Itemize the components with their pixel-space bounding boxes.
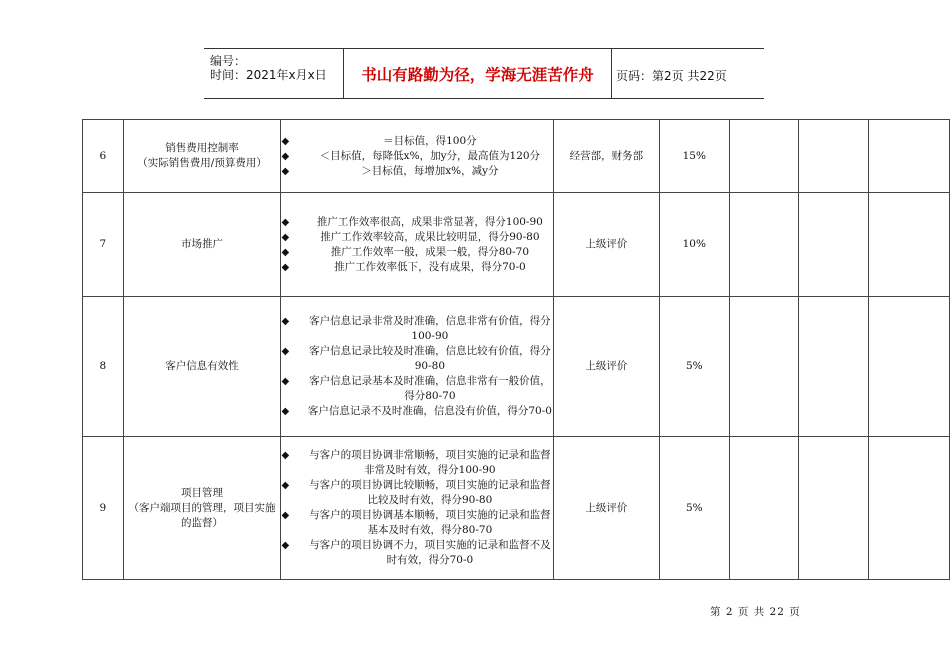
table-row [83,193,950,297]
list-item [281,134,553,149]
criterion-text: 推广工作效率一般，成果一般，得分80-70 [330,245,530,258]
evaluator: 经营部，财务部 [554,120,659,193]
table-row [83,120,950,193]
list-item [281,404,553,419]
indicator-subname: （实际销售费用/预算费用） [137,157,267,169]
indicator-name-cell [123,120,281,193]
criteria-list [281,314,553,419]
criterion-text: 推广工作效率很高，成果非常显著，得分100-90 [316,215,543,228]
blank-cell [799,437,868,580]
diamond-bullet-icon: ◆ [281,316,290,327]
list-item [281,245,553,260]
table-row [83,297,950,437]
diamond-bullet-icon: ◆ [281,540,290,551]
list-item [281,374,553,404]
blank-cell [868,297,949,437]
list-item [281,538,553,568]
blank-cell [730,193,799,297]
page-footer: 第 2 页 共 22 页 [710,606,801,618]
evaluator: 上级评价 [554,193,659,297]
list-item [281,230,553,245]
criterion-text: 客户信息记录基本及时准确，信息非常有一般价值，得分80-70 [309,375,551,402]
criterion-text: 与客户的项目协调不力，项目实施的记录和监督不及时有效，得分70-0 [309,539,551,566]
weight: 5% [659,297,730,437]
list-item [281,508,553,538]
diamond-bullet-icon: ◆ [281,150,290,162]
blank-cell [868,437,949,580]
weight: 10% [659,193,730,297]
criterion-text: 客户信息记录比较及时准确，信息比较有价值，得分90-80 [309,345,551,372]
criterion-text: 推广工作效率较高，成果比较明显，得分90-80 [320,230,540,243]
blank-cell [868,120,949,193]
weight: 15% [659,120,730,193]
blank-cell [730,437,799,580]
diamond-bullet-icon: ◆ [281,510,290,521]
diamond-bullet-icon: ◆ [281,165,290,177]
list-item [281,164,553,179]
criterion-text: 与客户的项目协调非常顺畅，项目实施的记录和监督非常及时有效，得分100-90 [309,449,551,476]
criterion-text: 推广工作效率低下，没有成果，得分70-0 [334,260,526,273]
row-number: 8 [83,297,124,437]
blank-cell [799,193,868,297]
diamond-bullet-icon: ◆ [281,135,290,147]
table-row [83,437,950,580]
indicator-name-cell [123,193,281,297]
evaluator: 上级评价 [554,297,659,437]
criterion-text: 与客户的项目协调比较顺畅，项目实施的记录和监督比较及时有效，得分90-80 [309,479,551,506]
criteria-list [281,448,553,568]
diamond-bullet-icon: ◆ [281,246,290,258]
list-item [281,215,553,230]
diamond-bullet-icon: ◆ [281,406,290,417]
diamond-bullet-icon: ◆ [281,231,290,243]
indicator-name-cell [123,297,281,437]
criterion-text: ＞目标值，每增加x%，减y分 [361,164,499,177]
list-item [281,149,553,164]
diamond-bullet-icon: ◆ [281,450,290,461]
indicator-name: 客户信息有效性 [165,360,239,372]
diamond-bullet-icon: ◆ [281,346,290,357]
row-number: 9 [83,437,124,580]
code-label: 编号： [210,54,247,68]
criteria-cell [281,120,554,193]
evaluator: 上级评价 [554,437,659,580]
kpi-table [82,119,950,580]
list-item [281,260,553,275]
criterion-text: 与客户的项目协调基本顺畅，项目实施的记录和监督基本及时有效，得分80-70 [309,509,551,536]
criteria-list [281,215,553,275]
diamond-bullet-icon: ◆ [281,376,290,387]
list-item [281,448,553,478]
page-header [204,48,764,99]
indicator-name: 市场推广 [181,238,224,250]
indicator-subname: （客户端项目的管理，项目实施的监督） [128,501,276,529]
blank-cell [799,120,868,193]
blank-cell [868,193,949,297]
criteria-cell [281,193,554,297]
criteria-cell [281,297,554,437]
indicator-name: 项目管理 [181,486,224,499]
criteria-list [281,134,553,179]
weight: 5% [659,437,730,580]
diamond-bullet-icon: ◆ [281,216,290,228]
diamond-bullet-icon: ◆ [281,261,290,273]
criteria-cell [281,437,554,580]
kpi-table-body [83,120,950,580]
criterion-text: ＜目标值，每降低x%，加y分，最高值为120分 [319,149,541,162]
row-number: 7 [83,193,124,297]
slogan: 书山有路勤为径，学海无涯苦作舟 [343,49,612,98]
list-item [281,314,553,344]
diamond-bullet-icon: ◆ [281,480,290,491]
indicator-name-cell [123,437,281,580]
page-label: 页码：第2页 共22页 [616,69,727,83]
row-number: 6 [83,120,124,193]
blank-cell [799,297,868,437]
time-label: 时间：2021年x月x日 [210,68,327,82]
criterion-text: ＝目标值，得100分 [383,134,477,147]
list-item [281,478,553,508]
blank-cell [730,120,799,193]
criterion-text: 客户信息记录非常及时准确，信息非常有价值，得分100-90 [309,315,551,342]
indicator-name: 销售费用控制率 [165,142,239,154]
criterion-text: 客户信息记录不及时准确，信息没有价值，得分70-0 [307,405,552,417]
blank-cell [730,297,799,437]
header-meta [204,49,343,98]
list-item [281,344,553,374]
